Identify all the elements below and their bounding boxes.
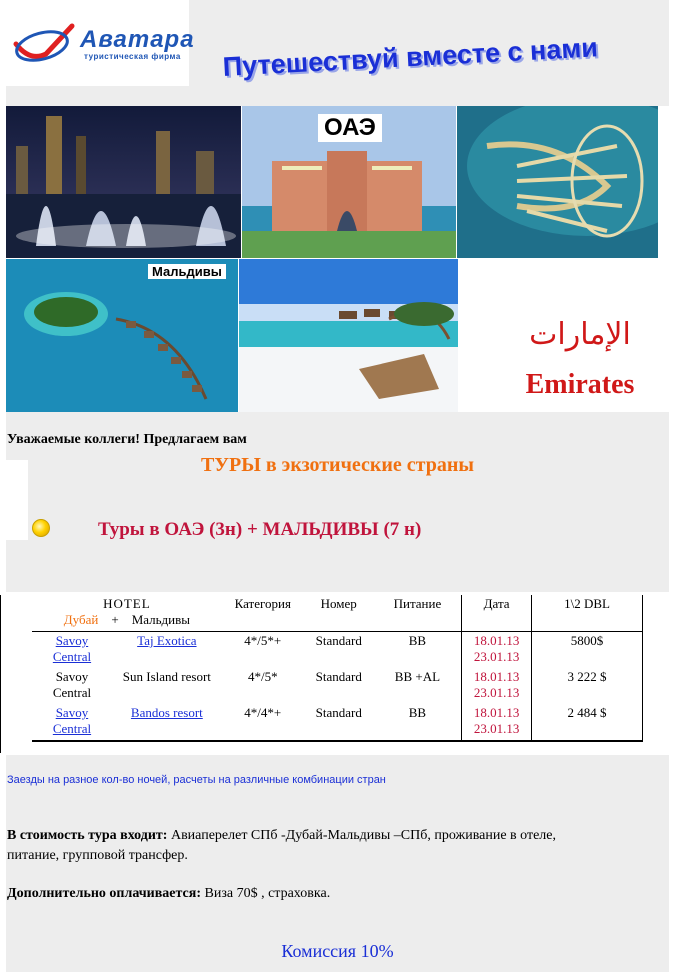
uae-label: ОАЭ bbox=[318, 114, 382, 142]
hotel-header-label: HOTEL bbox=[103, 596, 151, 611]
room-cell: Standard bbox=[315, 705, 362, 720]
emirates-word: Emirates bbox=[525, 369, 635, 400]
room-cell: Standard bbox=[315, 669, 362, 684]
maldives-label: Мальдивы bbox=[148, 264, 226, 279]
maldives-aerial-photo bbox=[6, 259, 238, 412]
tour-title: Туры в ОАЭ (3н) + МАЛЬДИВЫ (7 н) bbox=[98, 519, 422, 540]
dubai-hotel-link[interactable]: Savoy Central bbox=[52, 633, 92, 664]
extra-text: Виза 70$ , страховка. bbox=[201, 886, 331, 901]
palm-island-photo bbox=[457, 106, 658, 258]
includes-label: В стоимость тура входит: bbox=[7, 828, 168, 843]
meals-cell: BB +AL bbox=[374, 668, 462, 704]
price-header: 1\2 DBL bbox=[532, 595, 643, 632]
maldives-subheader: Мальдивы bbox=[131, 612, 190, 627]
date-to: 23.01.13 bbox=[473, 721, 520, 736]
dubai-fountains-photo bbox=[6, 106, 241, 258]
date-from: 18.01.13 bbox=[473, 705, 520, 720]
price-cell: 3 222 $ bbox=[532, 668, 643, 704]
hotel-subheader bbox=[35, 612, 219, 628]
extra-label: Дополнительно оплачивается: bbox=[7, 886, 202, 901]
meals-header: Питание bbox=[374, 595, 462, 632]
date-from: 18.01.13 bbox=[473, 633, 520, 648]
dubai-hotel-link[interactable]: Savoy Central bbox=[52, 669, 92, 700]
headline: ТУРЫ в экзотические страны bbox=[201, 454, 474, 476]
date-to: 23.01.13 bbox=[473, 685, 520, 700]
price-cell: 5800$ bbox=[532, 632, 643, 669]
maldives-hotel-link[interactable]: Taj Exotica bbox=[137, 633, 197, 648]
meals-cell: BB bbox=[374, 704, 462, 741]
price-cell: 2 484 $ bbox=[532, 704, 643, 741]
dubai-hotel-link[interactable]: Savoy Central bbox=[52, 705, 92, 736]
category-header: Категория bbox=[234, 596, 291, 611]
hotel-header bbox=[32, 595, 222, 632]
date-cell bbox=[462, 632, 532, 669]
room-cell: Standard bbox=[315, 633, 362, 648]
table-header-row bbox=[32, 595, 643, 632]
maldives-hotel-link[interactable]: Bandos resort bbox=[130, 705, 203, 720]
date-cell bbox=[462, 668, 532, 704]
sun-bullet-icon bbox=[32, 519, 50, 537]
table-row bbox=[32, 632, 643, 669]
dubai-subheader: Дубай bbox=[63, 612, 99, 627]
table-row bbox=[32, 668, 643, 704]
commission: Комиссия 10% bbox=[281, 941, 394, 961]
meals-cell: BB bbox=[374, 632, 462, 669]
date-to: 23.01.13 bbox=[473, 649, 520, 664]
date-header: Дата bbox=[462, 595, 532, 632]
table-row bbox=[32, 704, 643, 741]
date-cell bbox=[462, 704, 532, 741]
emirates-logo bbox=[502, 309, 658, 410]
beach-photo bbox=[239, 259, 458, 412]
note: Заезды на разное кол-во ночей, расчеты на различные комбинации стран bbox=[7, 774, 386, 786]
greeting: Уважаемые коллеги! Предлагаем вам bbox=[7, 432, 247, 447]
left-rule bbox=[0, 595, 1, 753]
includes-text: Авиаперелет СПб -Дубай-Мальдивы –СПб, проживание в отеле, питание, групповой трансфер. bbox=[7, 828, 556, 863]
date-from: 18.01.13 bbox=[473, 669, 520, 684]
category-cell: 4*/4*+ bbox=[244, 705, 282, 720]
includes bbox=[7, 826, 607, 866]
emirates-arabic-text: الإمارات bbox=[529, 317, 631, 352]
slogan: Путешествуй вместе с нами bbox=[222, 32, 599, 82]
hotels-table bbox=[32, 595, 643, 742]
room-header: Номер bbox=[320, 596, 357, 611]
plus-subheader: + bbox=[111, 612, 119, 627]
company-logo bbox=[6, 0, 195, 86]
extra-payment bbox=[7, 886, 330, 902]
logo-subtitle: туристическая фирма bbox=[84, 52, 181, 61]
uae-hotel-photo bbox=[242, 106, 456, 258]
maldives-hotel-link[interactable]: Sun Island resort bbox=[122, 669, 211, 684]
category-cell: 4*/5*+ bbox=[244, 633, 282, 648]
logo-name: Аватара bbox=[80, 26, 195, 53]
category-cell: 4*/5* bbox=[247, 669, 278, 684]
swoosh-logo-icon bbox=[10, 14, 90, 74]
